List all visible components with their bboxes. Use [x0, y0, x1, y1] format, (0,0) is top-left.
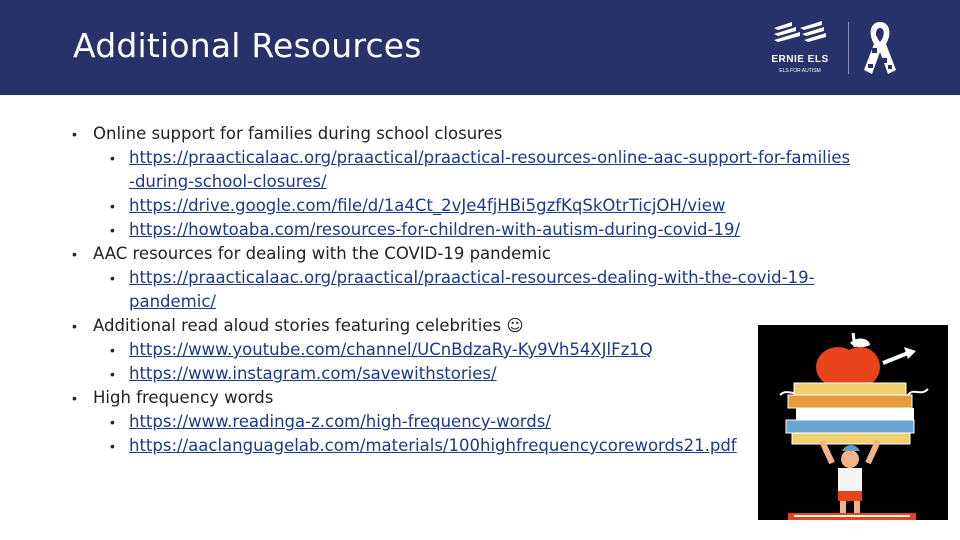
- link-readinga-z[interactable]: https://www.readinga-z.com/high-frequency-words/: [129, 412, 551, 431]
- bullet-icon: •: [110, 366, 115, 382]
- item-aac-covid: AAC resources for dealing with the COVID-19 pandemic: [93, 244, 551, 263]
- bullet-icon: •: [72, 126, 77, 142]
- title-bar: [0, 0, 960, 95]
- item-read-aloud: Additional read aloud stories featuring celebrities ☺: [93, 316, 524, 335]
- bullet-icon: •: [72, 390, 77, 406]
- awareness-ribbon-icon: [858, 18, 902, 78]
- link-praacticalaac-families[interactable]: https://praacticalaac.org/praactical/praactical-resources-online-aac-support-for-families: [129, 148, 851, 167]
- link-howtoaba[interactable]: https://howtoaba.com/resources-for-children-with-autism-during-covid-19/: [129, 220, 741, 239]
- link-praacticalaac-covid-cont[interactable]: pandemic/: [129, 292, 216, 311]
- item-high-frequency: High frequency words: [93, 388, 274, 407]
- bullet-icon: •: [72, 318, 77, 334]
- bullet-icon: •: [110, 342, 115, 358]
- link-youtube[interactable]: https://www.youtube.com/channel/UCnBdzaRy-Ky9Vh54XJlFz1Q: [129, 340, 653, 359]
- link-praacticalaac-families-cont[interactable]: -during-school-closures/: [129, 172, 327, 191]
- bullet-icon: •: [110, 414, 115, 430]
- link-google-drive[interactable]: https://drive.google.com/file/d/1a4Ct_2vJe4fjHBi5gzfKqSkOtrTicjOH/view: [129, 196, 726, 215]
- link-instagram[interactable]: https://www.instagram.com/savewithstories/: [129, 364, 497, 383]
- bullet-icon: •: [110, 150, 115, 166]
- item-online-support: Online support for families during school closures: [93, 124, 503, 143]
- logo-subtext: ELS FOR AUTISM: [779, 68, 821, 74]
- bullet-icon: •: [72, 246, 77, 262]
- link-aaclanguagelab[interactable]: https://aaclanguagelab.com/materials/100highfrequencycorewords21.pdf: [129, 436, 737, 455]
- bullet-icon: •: [110, 438, 115, 454]
- books-illustration-icon: [758, 325, 948, 520]
- logo-text: ERNIE ELS: [771, 54, 829, 65]
- ernie-els-logo: [770, 18, 910, 78]
- books-apple-illustration: [758, 325, 948, 520]
- logo-divider: [848, 22, 849, 74]
- bullet-icon: •: [110, 222, 115, 238]
- link-praacticalaac-covid[interactable]: https://praacticalaac.org/praactical/praactical-resources-dealing-with-the-covid-19-: [129, 268, 815, 287]
- bullet-icon: •: [110, 198, 115, 214]
- bullet-icon: •: [110, 270, 115, 286]
- page-title: Additional Resources: [73, 26, 422, 65]
